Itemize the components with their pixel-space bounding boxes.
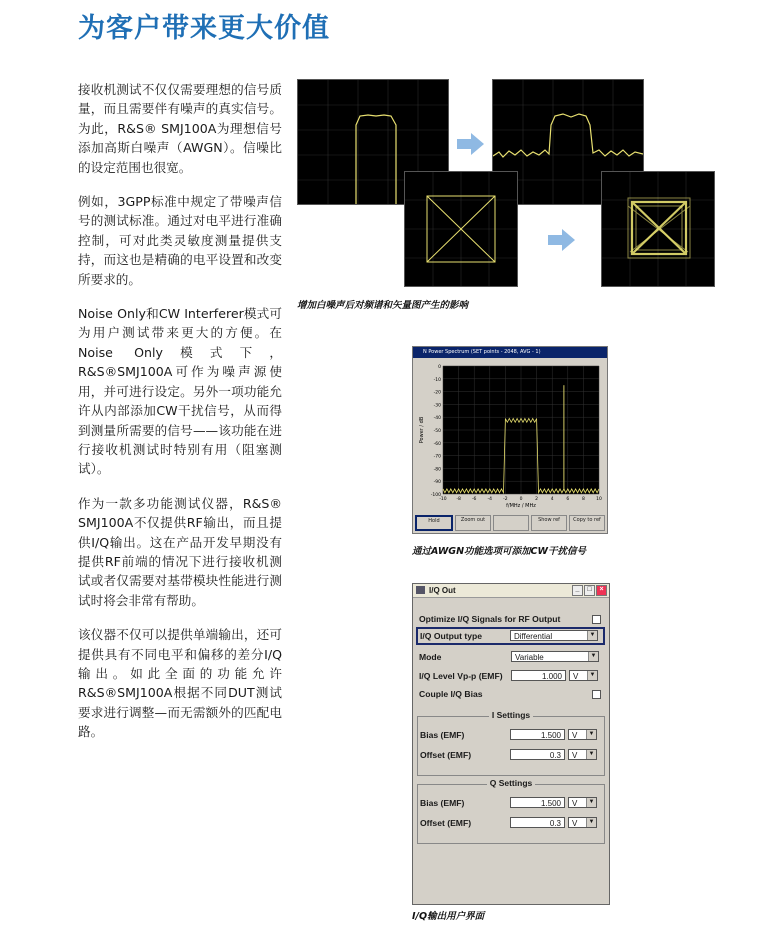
i-bias-row: Bias (EMF) 1.500 V ▼ <box>420 728 602 742</box>
i-offset-input[interactable]: 0.3 <box>510 749 565 760</box>
hold-button[interactable]: Hold <box>415 515 453 531</box>
x-axis-label: f/MHz / MHz <box>506 503 536 509</box>
i-offset-row: Offset (EMF) 0.3 V ▼ <box>420 748 602 762</box>
paragraph: Noise Only和CW Interferer模式可为用户测试带来更大的方便。在Noise Only模式下，R&S®SMJ100A可作为噪声源使用，并可进行设定。另外一项功能允许从内部添加CW干扰信号，从而得到测量所需要的信号——该功能在进行接收机测试时特别有用（阻塞测试）。 <box>78 306 282 477</box>
y-tick-label: -20 <box>433 390 441 396</box>
chevron-down-icon[interactable]: ▼ <box>587 671 597 680</box>
iq-out-dialog <box>412 583 610 905</box>
page-heading: 为客户带来更大价值 <box>78 13 330 44</box>
mode-select[interactable]: Variable ▼ <box>511 651 599 662</box>
y-tick-label: -30 <box>433 403 441 409</box>
mode-row: Mode Variable ▼ <box>419 650 603 664</box>
arrow-right-icon <box>548 229 576 251</box>
paragraph: 作为一款多功能测试仪器，R&S® SMJ100A不仅提供RF输出，而且提供I/Q输出。这在产品开发早期没有提供RF前端的情况下进行接收机测试或者仅需要对基带模块性能进行测试时将会非常有帮助。 <box>78 495 282 608</box>
spectrum-button-bar <box>415 515 605 531</box>
y-tick-label: -40 <box>433 416 441 422</box>
zoom-out-button[interactable]: Zoom out <box>455 515 491 531</box>
vector-noisy-plot <box>602 172 714 286</box>
paragraph: 接收机测试不仅仅需要理想的信号质量，而且需要伴有噪声的真实信号。为此，R&S® SMJ100A为理想信号添加高斯白噪声（AWGN）。信噪比的设定范围也很宽。 <box>78 82 282 175</box>
chevron-down-icon[interactable]: ▼ <box>586 730 596 739</box>
y-tick-label: -80 <box>433 467 441 473</box>
x-tick-label: -8 <box>456 497 461 502</box>
x-tick-label: -4 <box>487 497 493 502</box>
chevron-down-icon[interactable]: ▼ <box>586 818 596 827</box>
y-tick-label: -10 <box>433 377 441 383</box>
spectrum-caption: 通过AWGN功能选项可添加CW干扰信号 <box>412 546 587 557</box>
i-settings-group: I Settings Bias (EMF) 1.500 V ▼ Offset (EMF) 0.3 V ▼ <box>417 716 605 776</box>
paragraph: 例如，3GPP标准中规定了带噪声信号的测试标准。通过对电平进行准确控制，可对此类灵敏度测量提供支持，而这也是精确的电平设置和改变所要求的。 <box>78 194 282 287</box>
q-offset-row: Offset (EMF) 0.3 V ▼ <box>420 816 602 830</box>
y-tick-label: 0 <box>438 365 441 370</box>
y-tick-label: -90 <box>433 480 441 486</box>
x-tick-label: 4 <box>550 497 554 502</box>
q-offset-input[interactable]: 0.3 <box>510 817 565 828</box>
x-tick-label: 6 <box>566 497 570 502</box>
couple-bias-row: Couple I/Q Bias <box>419 687 603 701</box>
output-type-row: I/Q Output type Differential ▼ <box>418 629 603 643</box>
q-bias-unit-select[interactable]: V ▼ <box>568 797 597 808</box>
scopes-caption: 增加白噪声后对频谱和矢量图产生的影响 <box>297 300 469 311</box>
vector-clean-scope <box>404 171 518 287</box>
i-offset-unit-select[interactable]: V ▼ <box>568 749 597 760</box>
x-tick-label: 0 <box>519 497 523 502</box>
vector-noisy-scope <box>601 171 715 287</box>
show-ref-button[interactable]: Show ref <box>531 515 567 531</box>
y-tick-label: -100 <box>430 493 441 498</box>
paragraph: 该仪器不仅可以提供单端输出，还可提供具有不同电平和偏移的差分I/Q输出。如此全面的功能允许R&S®SMJ100A根据不同DUT测试要求进行调整—而无需额外的匹配电路。 <box>78 627 282 740</box>
close-icon[interactable]: × <box>596 585 607 596</box>
spectrum-window-title: N Power Spectrum (SET points - 2048, AVG - 1) <box>413 347 607 358</box>
couple-bias-checkbox[interactable] <box>592 690 601 699</box>
maximize-icon[interactable]: □ <box>584 585 595 596</box>
q-bias-row: Bias (EMF) 1.500 V ▼ <box>420 796 602 810</box>
optimize-checkbox[interactable] <box>592 615 601 624</box>
q-offset-unit-select[interactable]: V ▼ <box>568 817 597 828</box>
iq-level-input[interactable]: 1.000 <box>511 670 566 681</box>
chevron-down-icon[interactable]: ▼ <box>587 631 597 640</box>
iq-dialog-titlebar: I/Q Out _ □ × <box>413 584 609 598</box>
minimize-icon[interactable]: _ <box>572 585 583 596</box>
window-icon <box>416 586 425 594</box>
power-spectrum-plot <box>413 358 607 513</box>
y-tick-label: -60 <box>433 441 441 447</box>
i-bias-input[interactable]: 1.500 <box>510 729 565 740</box>
arrow-right-icon <box>457 133 485 155</box>
x-tick-label: 8 <box>581 497 585 502</box>
level-row: I/Q Level Vp-p (EMF) 1.000 V ▼ <box>419 669 603 683</box>
y-tick-label: -50 <box>433 429 441 434</box>
y-tick-label: -70 <box>433 454 441 460</box>
optimize-row: Optimize I/Q Signals for RF Output <box>419 612 603 626</box>
chevron-down-icon[interactable]: ▼ <box>586 750 596 759</box>
x-tick-label: 2 <box>535 497 539 502</box>
vector-clean-plot <box>405 172 517 286</box>
y-axis-label: Power / dB <box>419 416 425 444</box>
copy-to-ref-button[interactable]: Copy to ref <box>569 515 605 531</box>
x-tick-label: -2 <box>503 497 508 502</box>
chevron-down-icon[interactable]: ▼ <box>588 652 598 661</box>
empty-button[interactable] <box>493 515 529 531</box>
x-tick-label: -6 <box>471 497 477 502</box>
x-tick-label: -10 <box>439 497 447 502</box>
output-type-select[interactable]: Differential ▼ <box>510 630 598 641</box>
q-bias-input[interactable]: 1.500 <box>510 797 565 808</box>
i-bias-unit-select[interactable]: V ▼ <box>568 729 597 740</box>
chevron-down-icon[interactable]: ▼ <box>586 798 596 807</box>
body-text <box>78 80 282 757</box>
spectrum-window <box>412 346 608 534</box>
iq-caption: I/Q输出用户界面 <box>412 911 485 922</box>
iq-level-unit-select[interactable]: V ▼ <box>569 670 598 681</box>
q-settings-group: Q Settings Bias (EMF) 1.500 V ▼ Offset (EMF) 0.3 V ▼ <box>417 784 605 844</box>
x-tick-label: 10 <box>596 497 602 502</box>
